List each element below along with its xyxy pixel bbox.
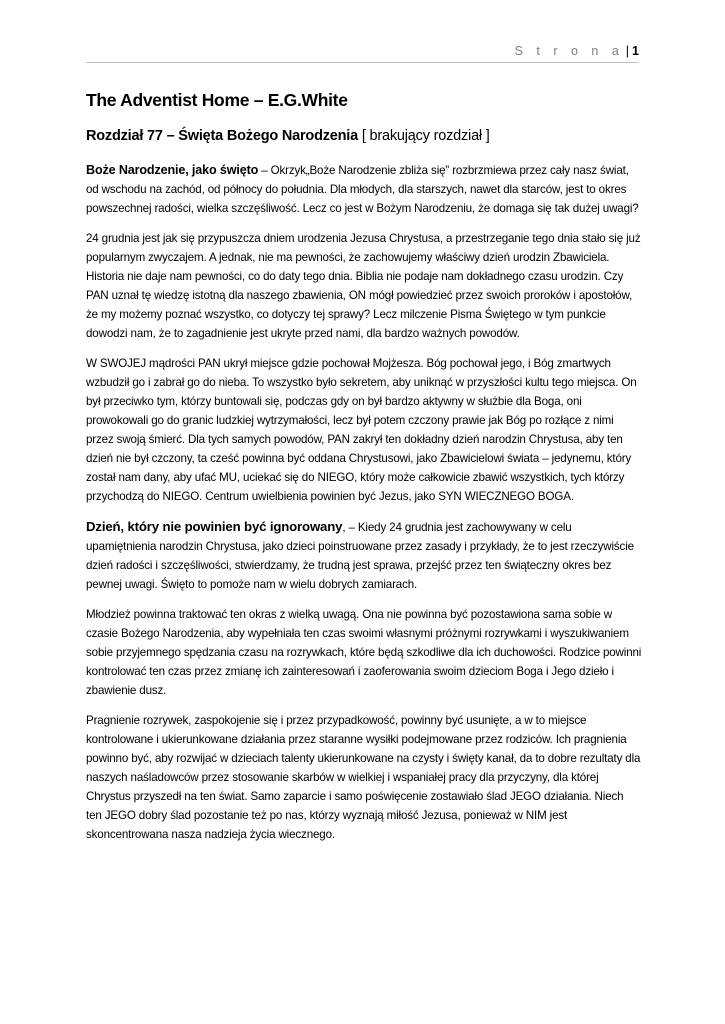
page-header <box>86 40 639 63</box>
paragraph-lead: Dzień, który nie powinien być ignorowany <box>86 519 343 534</box>
paragraph <box>86 605 642 700</box>
chapter-note: [ brakujący rozdział ] <box>361 128 490 144</box>
paragraph-lead: Boże Narodzenie, jako święto <box>86 163 259 177</box>
paragraph <box>86 161 642 218</box>
paragraph-text: 24 grudnia jest jak się przypuszcza dniem urodzenia Jezusa Chrystusa, a przestrzeganie tego dnia stało się już popularnym zwyczajem. A jednak, nie ma pewności, że zachowujemy właściwy dzień urodzin Zbawiciela. Historia nie daje nam pewności, co do daty tego dnia. Biblia nie podaje nam dokładnego czasu urodzin. Czy PAN uznał tę wiedzę istotną dla naszego zbawienia, ON mógł powiedzieć przez swoich proroków i apostołów, że my możemy poznać wszystko, co dotyczy tej sprawy? Lecz milczenie Pisma Świętego w tym punkcie dowodzi nam, że to zagadnienie jest ukryte przed nami, dla bardzo ważnych powodów. <box>86 232 641 340</box>
chapter-title: Rozdział 77 – Święta Bożego Narodzenia <box>86 128 358 144</box>
paragraph <box>86 354 642 506</box>
paragraph-text: W SWOJEJ mądrości PAN ukrył miejsce gdzie pochował Mojżesza. Bóg pochował jego, i Bóg zmartwych wzbudził go i zabrał go do nieba. To wszystko było sekretem, aby uniknąć w przyszłości kultu tego miejsca. On był przeciwko tym, którzy buntowali się, podczas gdy on był bardzo aktywny w służbie dla Boga, oni prowokowali go do granic ludzkiej wytrzymałości, lecz był potem czczony prawie jak Bóg po rozłące z nimi przez swoją śmierć. Dla tych samych powodów, PAN zakrył ten dokładny dzień narodzin Chrystusa, aby ten dzień nie był czczony, ta cześć powinna być oddana Chrystusowi, jako Zbawicielowi świata – jedynemu, który został nam dany, aby ufać MU, uciekać się do NIEGO, który może całkowicie zbawić wszystkich, tych którzy przychodzą do NIEGO. Centrum uwielbienia powinien być Jezus, jako SYN WIECZNEGO BOGA. <box>86 357 637 503</box>
page-separator: | <box>625 44 630 58</box>
page-label: S t r o n a <box>514 44 624 58</box>
paragraph-text: , – Kiedy 24 grudnia jest zachowywany w celu upamiętnienia narodzin Chrystusa, jako dzieci poinstruowane przez zasady i przykłady, że to jest rzeczywiście dzień radości i szczęśliwości, stwierdzamy, że trudną jest sprawa, przejść przez ten świąteczny okres bez pewnej uwagi. Święto to pomoże nam w wielu dobrych zamiarach. <box>86 521 634 591</box>
document-body <box>86 88 642 855</box>
paragraph-text: – Okrzyk„Boże Narodzenie zbliża się” rozbrzmiewa przez cały nasz świat, od wschodu na zachód, od północy do południa. Dla młodych, dla starszych, nawet dla starców, jest to okres powszechnej radości, wielka szczęśliwość. Lecz co jest w Bożym Narodzeniu, że domaga się tak dużej uwagi? <box>86 164 639 215</box>
chapter-heading <box>86 126 642 146</box>
paragraph-text: Młodzież powinna traktować ten okras z wielką uwagą. Ona nie powinna być pozostawiona sama sobie w czasie Bożego Narodzenia, aby wypełniała ten czas swoimi własnymi próżnymi rozrywkami i wyszukiwaniem sobie przyjemnego spędzania czasu na rozrywkach, które będą szkodliwe dla ich duchowości. Rodzice powinni kontrolować ten czas przez zmianę ich zainteresowań i zaoferowania swoim dzieciom Boga i Jego dzieło i zbawienie dusz. <box>86 608 642 697</box>
paragraph <box>86 229 642 343</box>
page-number: 1 <box>632 44 639 58</box>
document-title: The Adventist Home – E.G.White <box>86 90 348 110</box>
paragraph <box>86 711 642 844</box>
paragraph <box>86 517 642 594</box>
paragraph-text: Pragnienie rozrywek, zaspokojenie się i przez przypadkowość, powinny być usunięte, a w to miejsce kontrolowane i ukierunkowane działania przez staranne wysiłki podejmowane przez rodziców. Ich pragnienia powinno być, aby rozwijać w dzieciach talenty ukierunkowane na czysty i święty kanał, da to dobre rezultaty dla naszych naśladowców przez stosowanie skarbów w wielkiej i wspaniałej pracy dla przyczyny, dla której Chrystus przyszedł na ten świat. Samo zaparcie i samo poświęcenie zostawiało ślad JEGO działania. Niech ten JEGO dobry ślad pozostanie też po nas, którzy wyznają miłość Jezusa, ponieważ w NIM jest skoncentrowana nasza nadzieja życia wiecznego. <box>86 714 641 841</box>
